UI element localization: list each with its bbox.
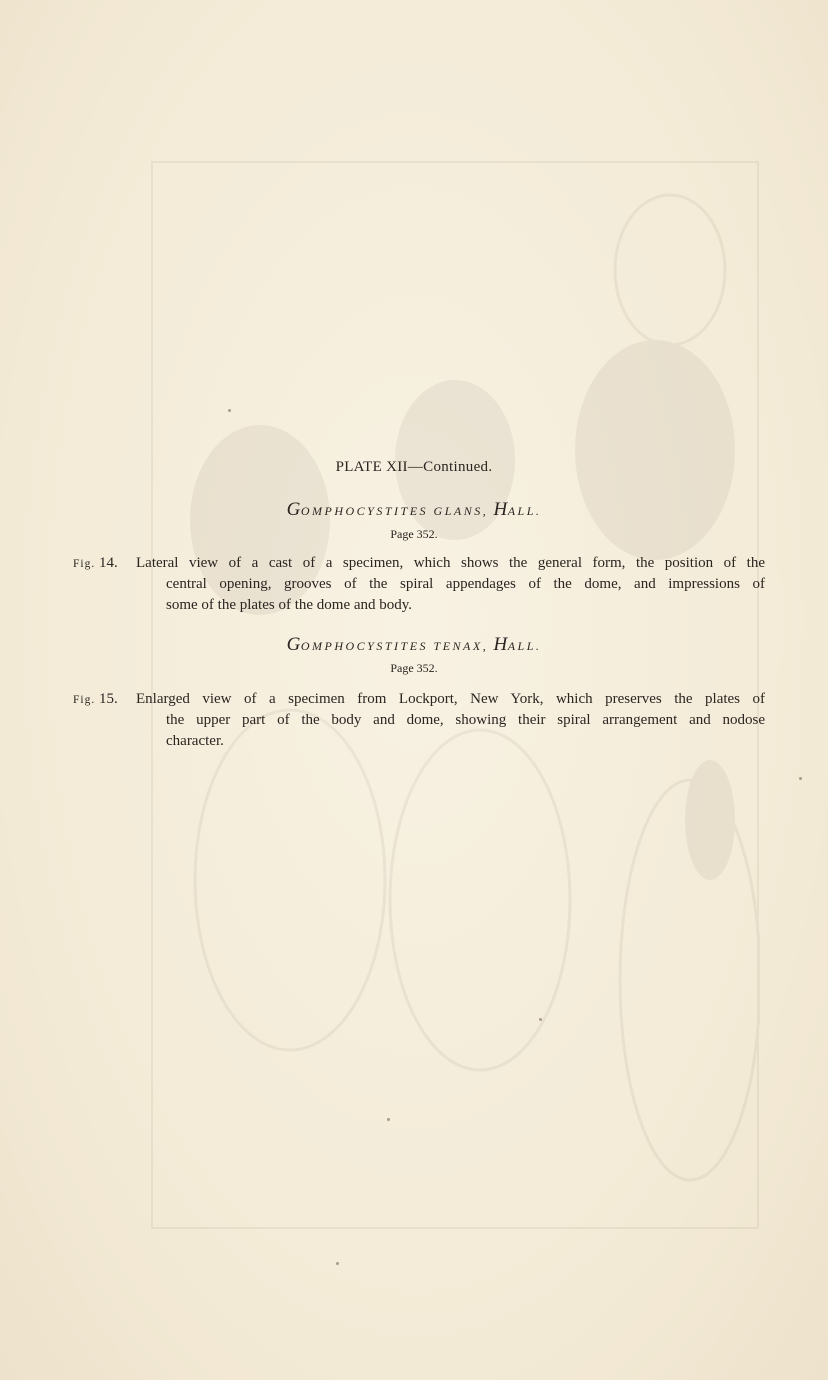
author-initial: H <box>488 634 508 655</box>
figure-label-14: Fig. 14. <box>73 555 118 571</box>
species-epithet: TENAX, <box>428 639 489 653</box>
paper-speck <box>799 777 802 780</box>
page-reference-glans: Page 352. <box>390 527 438 541</box>
caption-line: the upper part of the body and dome, showing their spiral arrangement and nodose <box>166 712 765 728</box>
genus-initial: G <box>286 499 301 520</box>
paper-speck <box>228 409 231 412</box>
author-rest: ALL. <box>507 639 542 653</box>
author-initial: H <box>488 499 508 520</box>
figure-label-15: Fig. 15. <box>73 691 118 707</box>
paper-speck <box>539 1018 542 1021</box>
species-epithet: GLANS, <box>428 504 489 518</box>
caption-line: Enlarged view of a specimen from Lockport, New York, which preserves the plates of <box>136 691 765 707</box>
genus-rest: OMPHOCYSTITES <box>300 504 429 518</box>
caption-line: some of the plates of the dome and body. <box>166 597 413 613</box>
figure-text-15 <box>136 689 765 752</box>
plate-title: PLATE XII—Continued. <box>335 459 493 475</box>
genus-initial: G <box>286 634 301 655</box>
figure-text-14 <box>136 553 765 616</box>
page-reference-tenax: Page 352. <box>390 661 438 675</box>
genus-rest: OMPHOCYSTITES <box>300 639 429 653</box>
paper-speck <box>336 1262 339 1265</box>
caption-line: central opening, grooves of the spiral appendages of the dome, and impressions of <box>166 576 765 592</box>
species-heading-glans <box>0 499 828 521</box>
caption-line: character. <box>166 733 224 749</box>
paper-speck <box>387 1118 390 1121</box>
caption-line: Lateral view of a cast of a specimen, which shows the general form, the position of the <box>136 555 765 571</box>
author-rest: ALL. <box>507 504 542 518</box>
species-heading-tenax <box>0 634 828 656</box>
